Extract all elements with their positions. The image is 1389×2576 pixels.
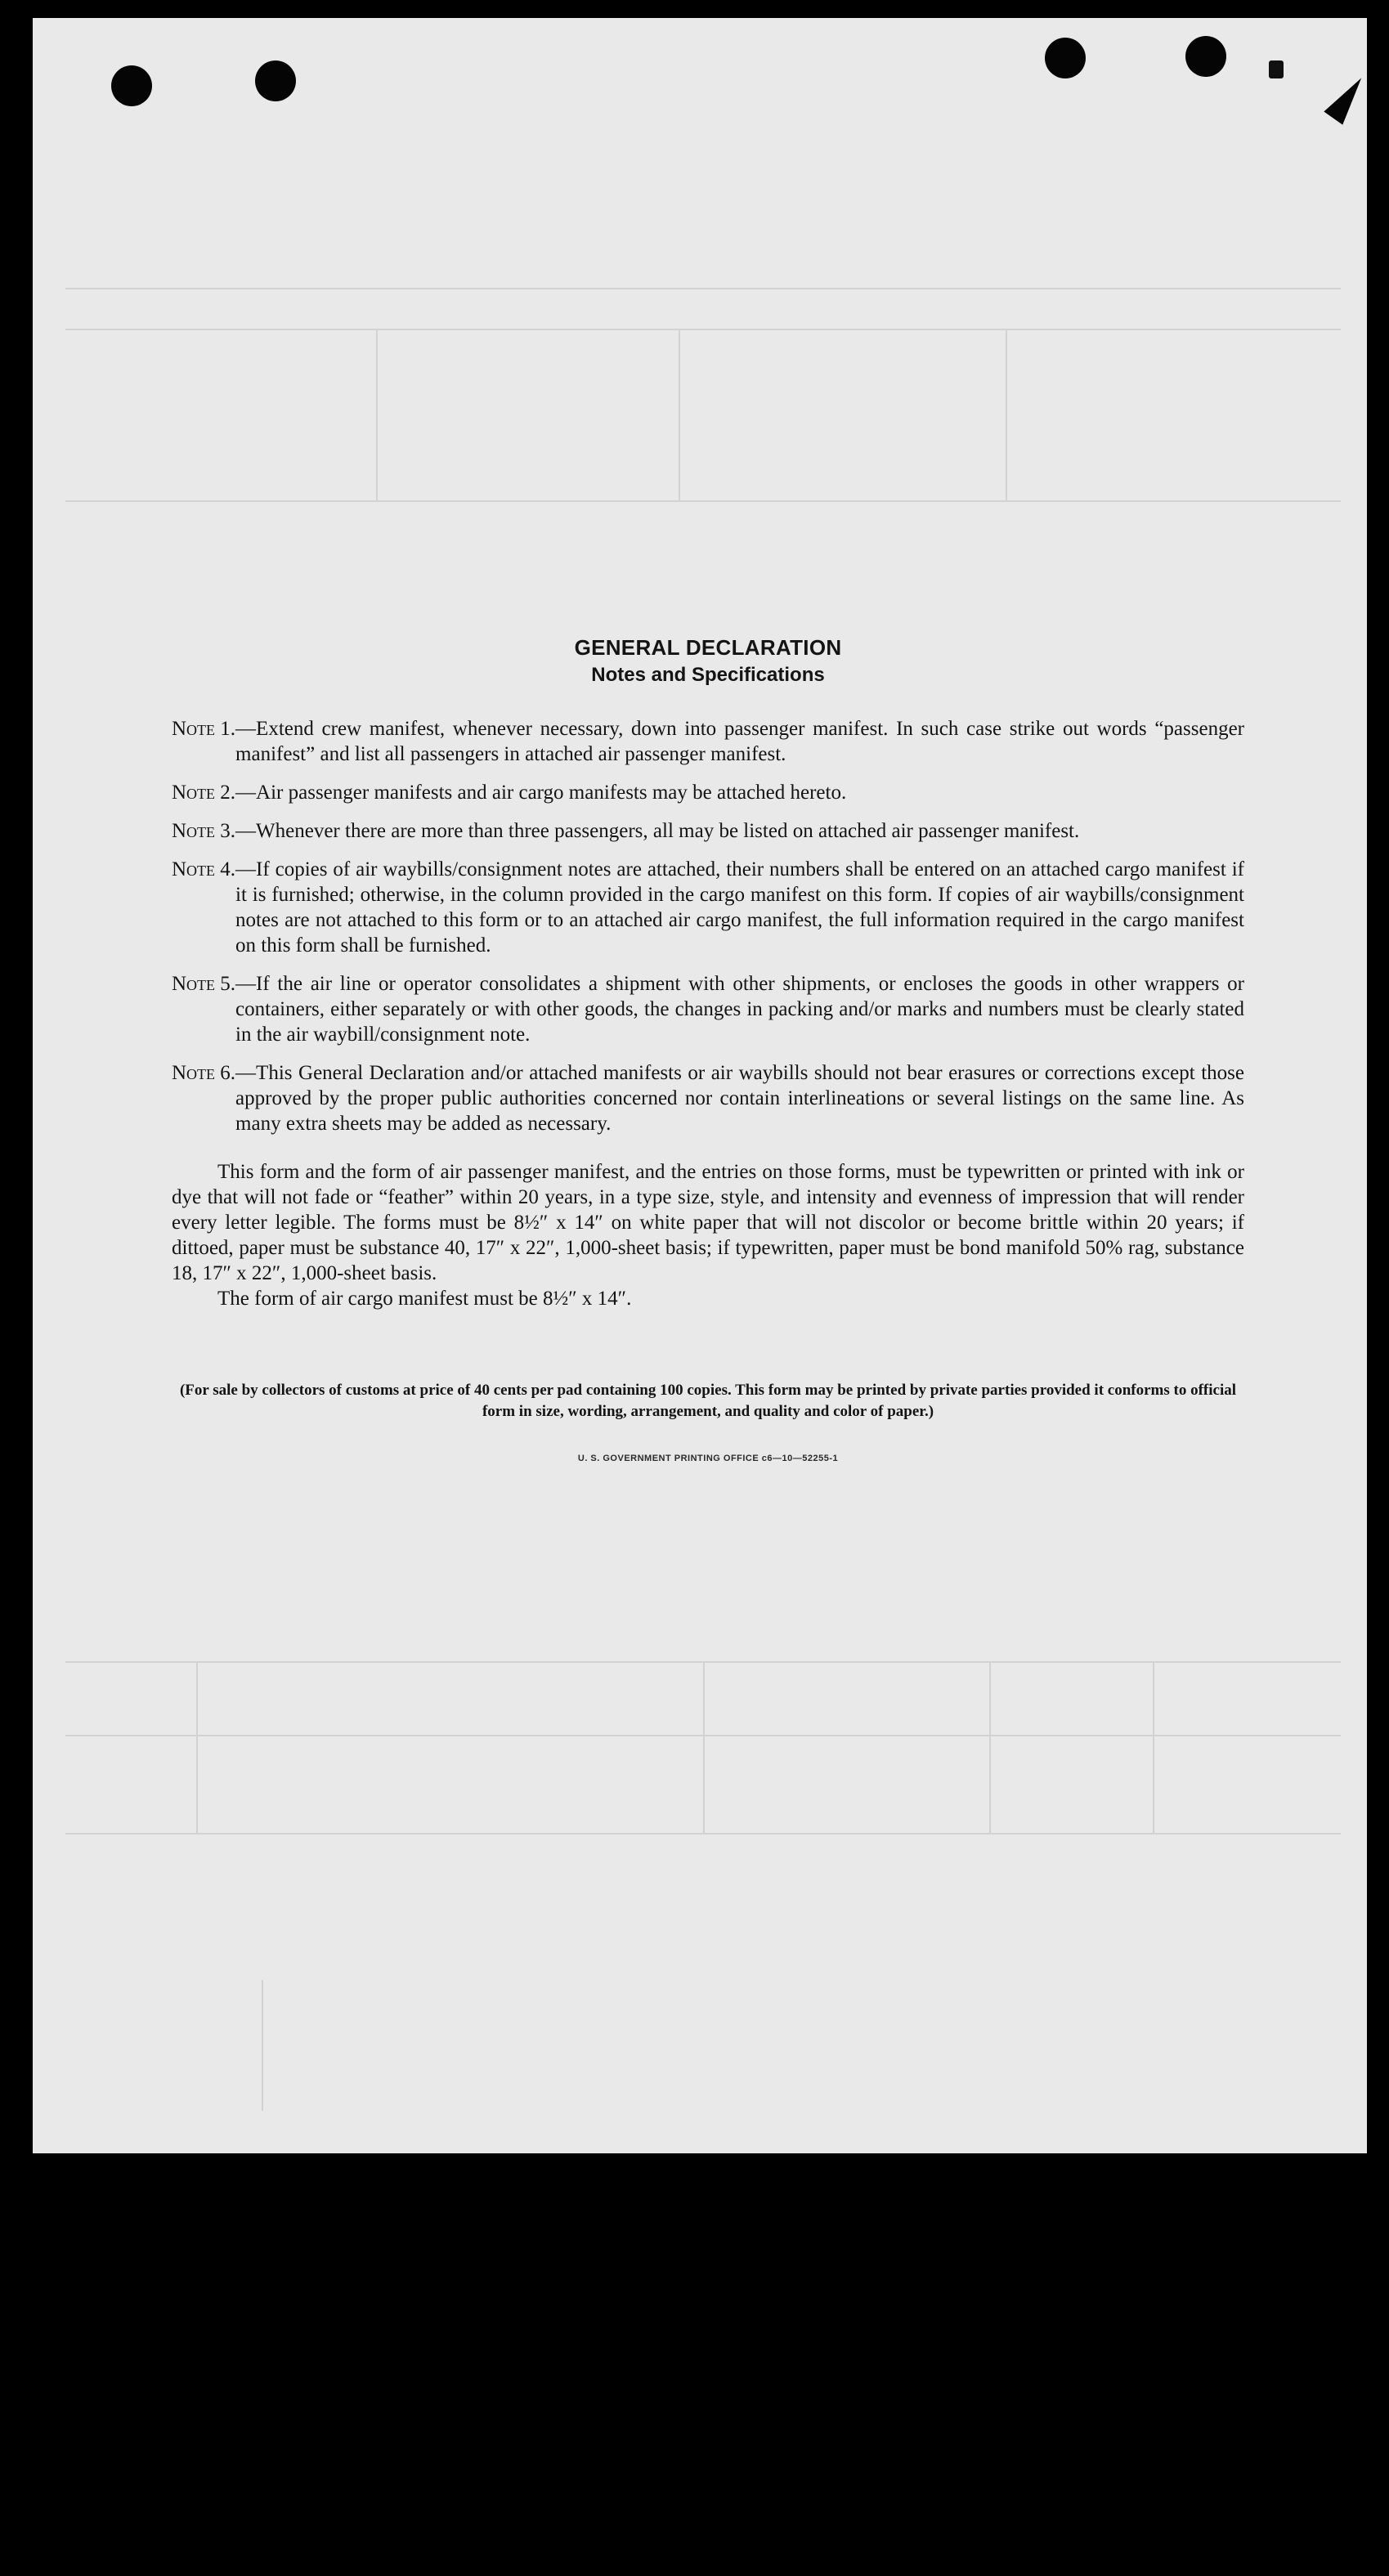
document-page — [33, 18, 1367, 2153]
punch-hole-right-1 — [1045, 38, 1086, 78]
note-label: Note 3. — [172, 820, 236, 842]
ghost-rule — [1006, 329, 1007, 500]
note-text: —This General Declaration and/or attached manifests or air waybills should not bear erasures or corrections except those approved by the proper public authorities concerned nor contain interlineations or several listings on the same line. As many extra sheets may be added as necessary. — [235, 1062, 1244, 1135]
dark-mark — [1269, 60, 1284, 78]
punch-hole-right-2 — [1185, 36, 1226, 77]
gpo-imprint: U. S. GOVERNMENT PRINTING OFFICE c6—10—52255-1 — [577, 1454, 839, 1463]
ghost-rule — [703, 1661, 705, 1833]
ghost-rule — [376, 329, 378, 500]
ghost-rule — [1153, 1661, 1154, 1833]
ghost-rule — [65, 288, 1341, 289]
note-4 — [172, 857, 1244, 958]
ghost-rule — [679, 329, 680, 500]
note-3 — [172, 818, 1244, 844]
notes-content — [172, 619, 1244, 1463]
ghost-rule — [65, 329, 1341, 330]
page-title: GENERAL DECLARATION — [574, 635, 842, 660]
note-label: Note 2. — [172, 782, 236, 804]
sale-notice: (For sale by collectors of customs at price of 40 cents per pad containing 100 copies. This form may be printed by private parties provided it conforms to official form in size, wording, arrangement, and quality and color of paper.) — [179, 1382, 1237, 1420]
note-text: —Whenever there are more than three passengers, all may be listed on attached air passenger manifest. — [235, 820, 1080, 842]
paper-specification-paragraph: This form and the form of air passenger manifest, and the entries on those forms, must be typewritten or printed with ink or dye that will not fade or “feather” within 20 years, in a type size, style, and intensity and evenness of impression that will render every letter legible. The forms must be 8½″ x 14″ on white paper that will not discolor or become brittle within 20 years; if dittoed, paper must be substance 40, 17″ x 22″, 1,000-sheet basis; if typewritten, paper must be bond manifold 50% rag, substance 18, 17″ x 22″, 1,000-sheet basis. — [172, 1161, 1244, 1284]
ghost-rule — [262, 1980, 263, 2111]
torn-corner-mark — [1324, 71, 1367, 124]
note-label: Note 6. — [172, 1062, 236, 1084]
note-label: Note 5. — [172, 973, 236, 995]
note-2 — [172, 780, 1244, 805]
note-text: —If the air line or operator consolidates a shipment with other shipments, or encloses the goods in other wrappers or containers, either separately or with other goods, the changes in packing and/or marks and numbers must be clearly stated in the air waybill/consignment note. — [235, 973, 1244, 1046]
note-6 — [172, 1060, 1244, 1136]
page-subtitle: Notes and Specifications — [591, 664, 825, 686]
ghost-rule — [65, 1735, 1341, 1736]
note-text: —Air passenger manifests and air cargo manifests may be attached hereto. — [235, 782, 847, 804]
note-5 — [172, 971, 1244, 1047]
note-text: —Extend crew manifest, whenever necessary, down into passenger manifest. In such case strike out words “passenger manifest” and list all passengers in attached air passenger manifest. — [235, 718, 1244, 765]
ghost-rule — [196, 1661, 198, 1833]
note-label: Note 4. — [172, 858, 236, 880]
note-label: Note 1. — [172, 718, 236, 740]
cargo-manifest-size-line: The form of air cargo manifest must be 8½″ x 14″. — [217, 1288, 632, 1310]
punch-hole-left-2 — [255, 60, 296, 101]
note-1 — [172, 716, 1244, 767]
ghost-rule — [65, 500, 1341, 502]
note-text: —If copies of air waybills/consignment notes are attached, their numbers shall be entered on an attached cargo manifest if it is furnished; otherwise, in the column provided in the cargo manifest on this form. If copies of air waybills/consignment notes are not attached to this form or to an attached air cargo manifest, the full information required in the cargo manifest on this form shall be furnished. — [235, 858, 1244, 956]
ghost-rule — [989, 1661, 991, 1833]
ghost-rule — [65, 1661, 1341, 1663]
punch-hole-left-1 — [111, 65, 152, 106]
ghost-rule — [65, 1833, 1341, 1835]
